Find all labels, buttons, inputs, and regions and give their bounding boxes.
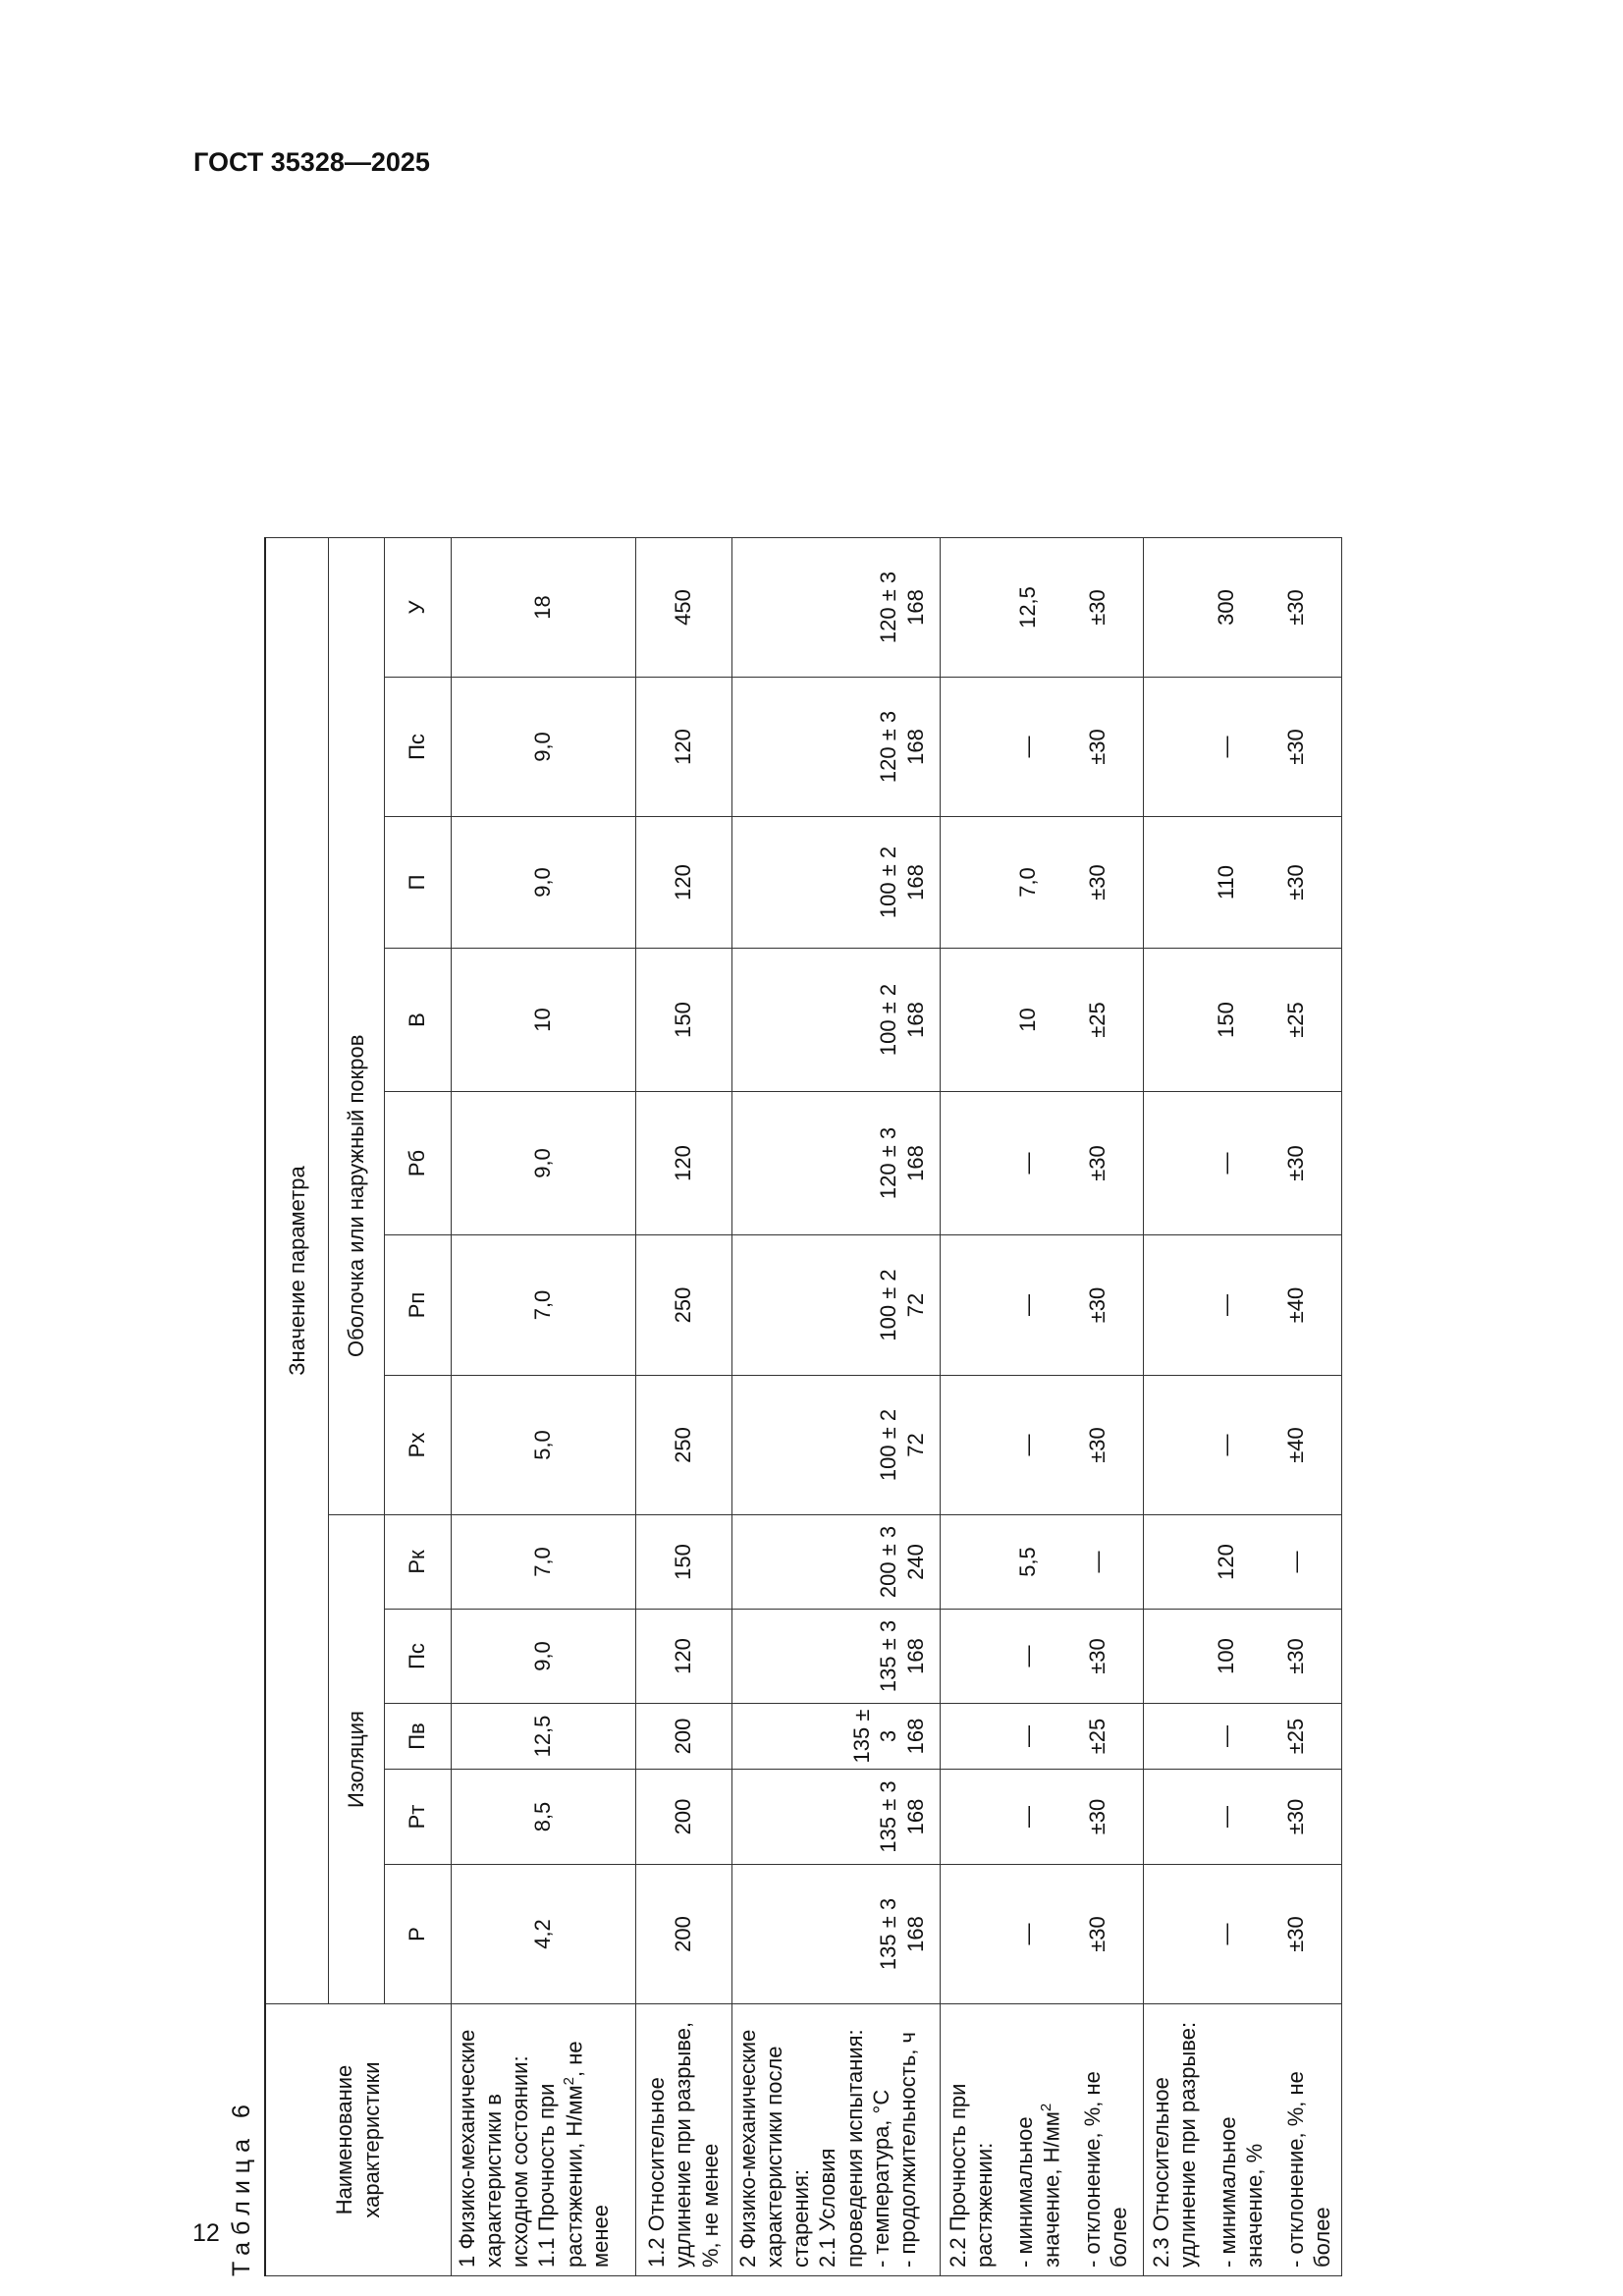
value-cell: ±30 xyxy=(1251,817,1341,949)
value-cell: 300 xyxy=(1143,538,1251,678)
value-cell: — xyxy=(940,1704,1053,1770)
value-cell: ±30 xyxy=(1251,1092,1341,1235)
value-cell: 100 ± 2 72 xyxy=(731,1376,940,1515)
value-cell: 250 xyxy=(635,1376,731,1515)
value-cell: 135 ± 3 168 xyxy=(731,1610,940,1704)
value-cell: 100 ± 2 168 xyxy=(731,817,940,949)
column-header: Рт xyxy=(384,1770,451,1865)
value-cell: ±30 xyxy=(1053,1235,1143,1376)
value-cell: — xyxy=(1143,1235,1251,1376)
value-cell: 120 xyxy=(635,1610,731,1704)
value-cell: — xyxy=(1143,1376,1251,1515)
value-cell: ±30 xyxy=(1053,817,1143,949)
value-cell: ±30 xyxy=(1053,1092,1143,1235)
value-cell: 120 ± 3 168 xyxy=(731,678,940,817)
value-cell: 150 xyxy=(635,1515,731,1610)
table-row xyxy=(731,538,940,2276)
value-cell: 12,5 xyxy=(451,1704,635,1770)
value-cell: 100 ± 2 168 xyxy=(731,949,940,1092)
value-cell: — xyxy=(940,1092,1053,1235)
value-cell: 9,0 xyxy=(451,1092,635,1235)
value-cell: 100 xyxy=(1143,1610,1251,1704)
value-cell: ±25 xyxy=(1053,1704,1143,1770)
value-cell: 135 ± 3 168 xyxy=(731,1704,940,1770)
value-cell: — xyxy=(1053,1515,1143,1610)
value-cell: 200 xyxy=(635,1704,731,1770)
value-cell: — xyxy=(940,1865,1053,2004)
column-header: Пс xyxy=(384,1610,451,1704)
value-cell: 200 xyxy=(635,1770,731,1865)
value-cell: 4,2 xyxy=(451,1865,635,2004)
row-label: 2.3 Относительное удлинение при разрыве: - минимальное значение, % - отклонение, %, не более xyxy=(1143,2004,1341,2276)
name-column-header: Наименование характеристики xyxy=(265,2004,451,2276)
row-label: 1.2 Относительное удлинение при разрыве, %, не менее xyxy=(635,2004,731,2276)
value-cell: ±40 xyxy=(1251,1376,1341,1515)
value-cell: — xyxy=(1143,1704,1251,1770)
value-cell: ±30 xyxy=(1053,1376,1143,1515)
value-cell: 110 xyxy=(1143,817,1251,949)
value-cell: ±30 xyxy=(1053,1865,1143,2004)
value-cell: ±30 xyxy=(1251,1770,1341,1865)
value-cell: 9,0 xyxy=(451,678,635,817)
value-cell: ±30 xyxy=(1251,538,1341,678)
table-row xyxy=(1143,538,1251,2276)
value-cell: ±30 xyxy=(1053,1610,1143,1704)
value-cell: ±40 xyxy=(1251,1235,1341,1376)
column-header: П xyxy=(384,817,451,949)
table-row xyxy=(635,538,731,2276)
value-cell: 10 xyxy=(451,949,635,1092)
table-row xyxy=(451,538,635,2276)
column-header: В xyxy=(384,949,451,1092)
value-cell: ±30 xyxy=(1053,1770,1143,1865)
value-cell: ±30 xyxy=(1053,678,1143,817)
value-cell: 200 ± 3 240 xyxy=(731,1515,940,1610)
value-cell: — xyxy=(940,678,1053,817)
value-cell: 7,0 xyxy=(451,1235,635,1376)
column-header: Р xyxy=(384,1865,451,2004)
value-cell: ±30 xyxy=(1053,538,1143,678)
value-cell: 450 xyxy=(635,538,731,678)
row-label: 2.2 Прочность при растяжении: - минимальное значение, $Н/мм^2$ - отклонение, %, не более xyxy=(940,2004,1143,2276)
value-cell: 10 xyxy=(940,949,1053,1092)
value-cell: ±25 xyxy=(1251,1704,1341,1770)
table-row xyxy=(940,538,1053,2276)
column-header: Пс xyxy=(384,678,451,817)
value-cell: 18 xyxy=(451,538,635,678)
value-cell: — xyxy=(940,1610,1053,1704)
value-cell: 12,5 xyxy=(940,538,1053,678)
column-header: Пв xyxy=(384,1704,451,1770)
column-header: Рх xyxy=(384,1376,451,1515)
value-cell: — xyxy=(1143,1092,1251,1235)
value-cell: 120 ± 3 168 xyxy=(731,1092,940,1235)
value-cell: ±30 xyxy=(1251,1865,1341,2004)
value-cell: 120 xyxy=(635,1092,731,1235)
value-cell: 200 xyxy=(635,1865,731,2004)
row-label: 1 Физико-механические характеристики в исходном состоянии: 1.1 Прочность при растяжении, $Н/мм^2$, не менее xyxy=(451,2004,635,2276)
value-cell: 9,0 xyxy=(451,817,635,949)
rotated-table-area xyxy=(228,312,1334,2276)
value-cell: 120 xyxy=(635,817,731,949)
value-cell: ±30 xyxy=(1251,1610,1341,1704)
value-cell: — xyxy=(1143,678,1251,817)
value-cell: 7,0 xyxy=(940,817,1053,949)
value-cell: ±25 xyxy=(1053,949,1143,1092)
value-cell: — xyxy=(940,1235,1053,1376)
value-cell: 9,0 xyxy=(451,1610,635,1704)
value-cell: 135 ± 3 168 xyxy=(731,1865,940,2004)
value-cell: 5,5 xyxy=(940,1515,1053,1610)
value-cell: 120 xyxy=(1143,1515,1251,1610)
value-cell: ±30 xyxy=(1251,678,1341,817)
data-table xyxy=(264,537,1342,2276)
value-cell: 150 xyxy=(635,949,731,1092)
column-header: Рп xyxy=(384,1235,451,1376)
standard-header: ГОСТ 35328—2025 xyxy=(193,147,430,177)
sheath-header: Оболочка или наружный покров xyxy=(328,538,384,1515)
value-cell: 8,5 xyxy=(451,1770,635,1865)
value-cell: — xyxy=(940,1376,1053,1515)
value-cell: 5,0 xyxy=(451,1376,635,1515)
column-header: Рк xyxy=(384,1515,451,1610)
value-cell: — xyxy=(1143,1865,1251,2004)
value-cell: ±25 xyxy=(1251,949,1341,1092)
table-caption: Таблица 6 xyxy=(228,2098,255,2276)
column-header: У xyxy=(384,538,451,678)
value-cell: — xyxy=(1251,1515,1341,1610)
value-cell: 135 ± 3 168 xyxy=(731,1770,940,1865)
value-cell: — xyxy=(940,1770,1053,1865)
value-cell: 120 xyxy=(635,678,731,817)
value-cell: 150 xyxy=(1143,949,1251,1092)
value-cell: 250 xyxy=(635,1235,731,1376)
value-cell: 7,0 xyxy=(451,1515,635,1610)
row-label: 2 Физико-механические характеристики после старения: 2.1 Условия проведения испытания: - температура, °С - продолжительность, ч xyxy=(731,2004,940,2276)
column-header: Рб xyxy=(384,1092,451,1235)
value-cell: — xyxy=(1143,1770,1251,1865)
value-cell: 100 ± 2 72 xyxy=(731,1235,940,1376)
insulation-header: Изоляция xyxy=(328,1515,384,2004)
parameter-value-header: Значение параметра xyxy=(265,538,328,2004)
value-cell: 120 ± 3 168 xyxy=(731,538,940,678)
page-number: 12 xyxy=(192,2219,220,2247)
